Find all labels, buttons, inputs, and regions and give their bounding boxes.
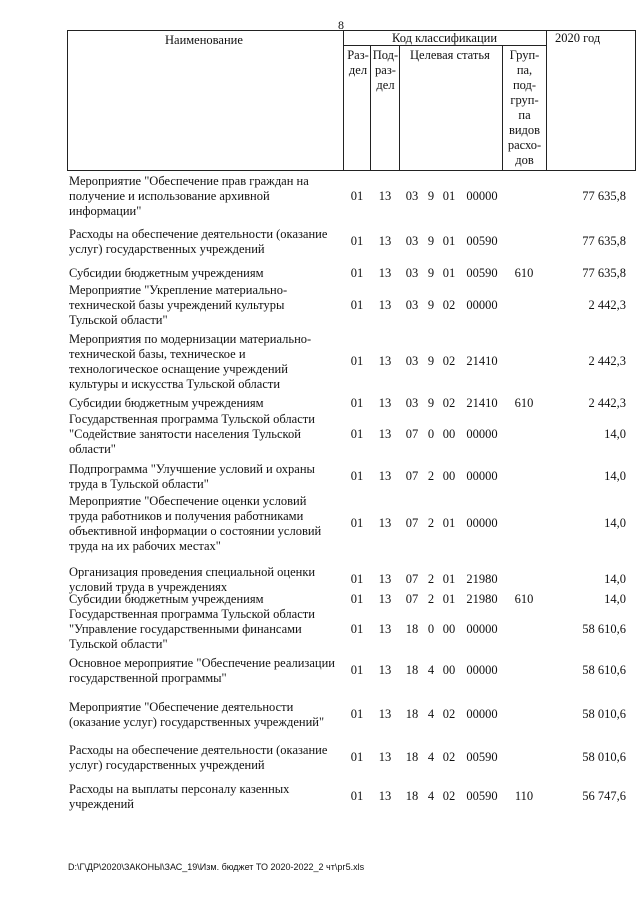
amount: 2 442,3 (588, 354, 626, 368)
code-t2: 2 (427, 516, 435, 530)
code-t1: 18 (405, 663, 419, 677)
code-r: 01 (350, 298, 364, 312)
amount: 14,0 (604, 592, 626, 606)
amount: 77 635,8 (582, 266, 626, 280)
row-name (69, 227, 339, 257)
row-name (69, 656, 339, 686)
code-t4: 21410 (466, 396, 498, 410)
code-r: 01 (350, 516, 364, 530)
code-t3: 01 (442, 234, 456, 248)
row-name-line: Мероприятие "Обеспечение деятельности (69, 700, 294, 714)
code-t4: 00000 (466, 663, 498, 677)
code-pr: 13 (378, 572, 392, 586)
amount: 77 635,8 (582, 189, 626, 203)
row-name-line: технической базы учреждений культуры (69, 298, 285, 312)
table-row (0, 283, 640, 328)
table-row (0, 494, 640, 554)
code-t2: 4 (427, 663, 435, 677)
amount: 58 010,6 (582, 707, 626, 721)
header-divider-group (546, 30, 547, 171)
row-name-line: государственной программы" (69, 671, 227, 685)
header-group: Груп- па, под- груп- па видов расхо- дов (507, 48, 542, 167)
code-pr: 13 (378, 592, 392, 606)
row-name-line: Тульской области" (69, 313, 168, 327)
table-row (0, 227, 640, 257)
row-name-line: Расходы на выплаты персоналу казенных (69, 782, 290, 796)
code-g: 610 (514, 396, 534, 410)
table-row (0, 332, 640, 392)
row-name (69, 782, 339, 812)
header-classification: Код классификации (392, 31, 498, 45)
row-name-line: условий труда в учреждениях (69, 580, 228, 594)
row-name-line: услуг) государственных учреждений (69, 758, 265, 772)
code-pr: 13 (378, 234, 392, 248)
row-name-line: Субсидии бюджетным учреждениям (69, 396, 264, 410)
code-g: 610 (514, 266, 534, 280)
amount: 77 635,8 (582, 234, 626, 248)
code-t1: 07 (405, 572, 419, 586)
row-name (69, 743, 339, 773)
row-name (69, 174, 339, 219)
code-r: 01 (350, 622, 364, 636)
code-pr: 13 (378, 189, 392, 203)
code-pr: 13 (378, 622, 392, 636)
code-t2: 9 (427, 354, 435, 368)
table-top-border (67, 30, 635, 31)
amount: 14,0 (604, 469, 626, 483)
row-name-line: "Содействие занятости населения Тульской (69, 427, 301, 441)
code-t1: 03 (405, 189, 419, 203)
header-podrazdel: Под- раз- дел (372, 48, 399, 92)
code-t4: 00000 (466, 189, 498, 203)
row-name-line: Мероприятия по модернизации материально- (69, 332, 312, 346)
code-t1: 07 (405, 516, 419, 530)
code-g: 610 (514, 592, 534, 606)
row-name-line: культуры и искусства Тульской области (69, 377, 281, 391)
row-name-line: (оказание услуг) государственных учреждений" (69, 715, 325, 729)
code-pr: 13 (378, 427, 392, 441)
code-r: 01 (350, 572, 364, 586)
code-t1: 18 (405, 707, 419, 721)
code-t2: 2 (427, 469, 435, 483)
header-divider-podrazdel (399, 45, 400, 171)
amount: 58 610,6 (582, 663, 626, 677)
table-row (0, 743, 640, 773)
row-name (69, 565, 339, 595)
row-name-line: информации" (69, 204, 142, 218)
code-t3: 00 (442, 663, 456, 677)
row-name-line: Мероприятие "Обеспечение прав граждан на (69, 174, 309, 188)
row-name (69, 396, 339, 411)
code-r: 01 (350, 789, 364, 803)
row-name-line: Государственная программа Тульской области (69, 412, 315, 426)
row-name-line: Государственная программа Тульской области (69, 607, 315, 621)
code-t3: 00 (442, 469, 456, 483)
code-t1: 03 (405, 266, 419, 280)
row-name-line: получение и использование архивной (69, 189, 270, 203)
row-name-line: Основное мероприятие "Обеспечение реализации (69, 656, 335, 670)
code-t3: 02 (442, 298, 456, 312)
row-name-line: Мероприятие "Обеспечение оценки условий (69, 494, 307, 508)
code-t3: 02 (442, 354, 456, 368)
code-t2: 4 (427, 707, 435, 721)
row-name-line: технической базы, техническое и (69, 347, 246, 361)
code-t4: 21410 (466, 354, 498, 368)
row-name-line: Расходы на обеспечение деятельности (оказание (69, 743, 328, 757)
code-t2: 0 (427, 622, 435, 636)
code-t2: 2 (427, 572, 435, 586)
code-pr: 13 (378, 516, 392, 530)
code-t2: 9 (427, 298, 435, 312)
amount: 56 747,6 (582, 789, 626, 803)
amount: 14,0 (604, 572, 626, 586)
row-name (69, 412, 339, 457)
code-t4: 00000 (466, 469, 498, 483)
row-name-line: Организация проведения специальной оценки (69, 565, 316, 579)
code-t3: 02 (442, 750, 456, 764)
row-name (69, 700, 339, 730)
code-t3: 02 (442, 707, 456, 721)
row-name-line: Субсидии бюджетным учреждениям (69, 592, 264, 606)
table-row (0, 266, 640, 281)
row-name (69, 283, 339, 328)
amount: 2 442,3 (588, 298, 626, 312)
code-r: 01 (350, 750, 364, 764)
code-pr: 13 (378, 789, 392, 803)
code-t2: 4 (427, 750, 435, 764)
table-row (0, 565, 640, 595)
code-t3: 01 (442, 189, 456, 203)
code-r: 01 (350, 469, 364, 483)
table-row (0, 782, 640, 812)
code-t4: 00590 (466, 234, 498, 248)
code-r: 01 (350, 396, 364, 410)
code-r: 01 (350, 427, 364, 441)
row-name-line: услуг) государственных учреждений (69, 242, 265, 256)
row-name-line: объективной информации о состоянии условий (69, 524, 322, 538)
row-name-line: труда работников и получения работниками (69, 509, 304, 523)
code-t4: 00000 (466, 707, 498, 721)
code-t4: 00000 (466, 427, 498, 441)
code-t3: 01 (442, 266, 456, 280)
table-row (0, 592, 640, 607)
code-r: 01 (350, 234, 364, 248)
row-name-line: области" (69, 442, 116, 456)
file-path-footer: D:\Г\ДР\2020\ЗАКОНЫ\ЗАС_19\Изм. бюджет ТО 2020-2022_2 чт\рг5.xls (68, 862, 365, 872)
amount: 58 010,6 (582, 750, 626, 764)
header-right-border (635, 30, 636, 171)
code-t4: 00590 (466, 266, 498, 280)
code-t3: 01 (442, 592, 456, 606)
code-t2: 9 (427, 396, 435, 410)
table-row (0, 174, 640, 219)
code-t4: 00000 (466, 298, 498, 312)
code-t2: 9 (427, 234, 435, 248)
code-pr: 13 (378, 469, 392, 483)
code-t3: 00 (442, 622, 456, 636)
code-t4: 00000 (466, 622, 498, 636)
amount: 58 610,6 (582, 622, 626, 636)
header-bottom-border (67, 170, 635, 171)
code-t2: 9 (427, 266, 435, 280)
code-t1: 03 (405, 234, 419, 248)
row-name (69, 332, 339, 392)
row-name-line: Мероприятие "Укрепление материально- (69, 283, 288, 297)
row-name-line: труда в Тульской области" (69, 477, 209, 491)
amount: 14,0 (604, 516, 626, 530)
code-t1: 18 (405, 789, 419, 803)
table-row (0, 462, 640, 492)
amount: 2 442,3 (588, 396, 626, 410)
row-name (69, 494, 339, 554)
code-t3: 00 (442, 427, 456, 441)
table-row (0, 396, 640, 411)
code-t1: 07 (405, 592, 419, 606)
row-name (69, 462, 339, 492)
row-name-line: Подпрограмма "Улучшение условий и охраны (69, 462, 315, 476)
code-t2: 2 (427, 592, 435, 606)
code-pr: 13 (378, 298, 392, 312)
code-t3: 02 (442, 396, 456, 410)
row-name (69, 266, 339, 281)
page-number: 8 (338, 18, 344, 32)
table-row (0, 607, 640, 652)
row-name-line: "Управление государственными финансами (69, 622, 302, 636)
table-row (0, 412, 640, 457)
code-t4: 00000 (466, 516, 498, 530)
code-pr: 13 (378, 354, 392, 368)
header-year: 2020 год (555, 31, 601, 45)
code-t1: 07 (405, 469, 419, 483)
code-r: 01 (350, 189, 364, 203)
code-g: 110 (514, 789, 534, 803)
code-pr: 13 (378, 707, 392, 721)
code-t4: 21980 (466, 572, 498, 586)
amount: 14,0 (604, 427, 626, 441)
header-divider-name (343, 30, 344, 171)
code-t3: 01 (442, 572, 456, 586)
table-row (0, 700, 640, 730)
code-pr: 13 (378, 396, 392, 410)
code-r: 01 (350, 592, 364, 606)
code-pr: 13 (378, 266, 392, 280)
row-name-line: технологическое оснащение учреждений (69, 362, 288, 376)
code-t4: 00590 (466, 750, 498, 764)
table-row (0, 656, 640, 686)
row-name (69, 607, 339, 652)
code-t4: 21980 (466, 592, 498, 606)
row-name-line: Тульской области" (69, 637, 168, 651)
header-razdel: Раз- дел (347, 48, 369, 77)
row-name-line: Субсидии бюджетным учреждениям (69, 266, 264, 280)
code-pr: 13 (378, 750, 392, 764)
header-name: Наименование (165, 33, 243, 47)
code-t2: 0 (427, 427, 435, 441)
code-t1: 03 (405, 354, 419, 368)
header-left-border (67, 30, 68, 171)
code-r: 01 (350, 663, 364, 677)
header-divider-razdel (370, 45, 371, 171)
code-t1: 07 (405, 427, 419, 441)
row-name (69, 592, 339, 607)
code-r: 01 (350, 354, 364, 368)
code-r: 01 (350, 707, 364, 721)
row-name-line: учреждений (69, 797, 134, 811)
code-t1: 18 (405, 622, 419, 636)
code-t2: 9 (427, 189, 435, 203)
code-t1: 03 (405, 298, 419, 312)
header-target: Целевая статья (410, 48, 490, 62)
code-t3: 01 (442, 516, 456, 530)
code-r: 01 (350, 266, 364, 280)
code-t4: 00590 (466, 789, 498, 803)
code-pr: 13 (378, 663, 392, 677)
code-t2: 4 (427, 789, 435, 803)
row-name-line: Расходы на обеспечение деятельности (оказание (69, 227, 328, 241)
row-name-line: труда на их рабочих местах" (69, 539, 221, 553)
code-t1: 03 (405, 396, 419, 410)
code-t1: 18 (405, 750, 419, 764)
code-t3: 02 (442, 789, 456, 803)
